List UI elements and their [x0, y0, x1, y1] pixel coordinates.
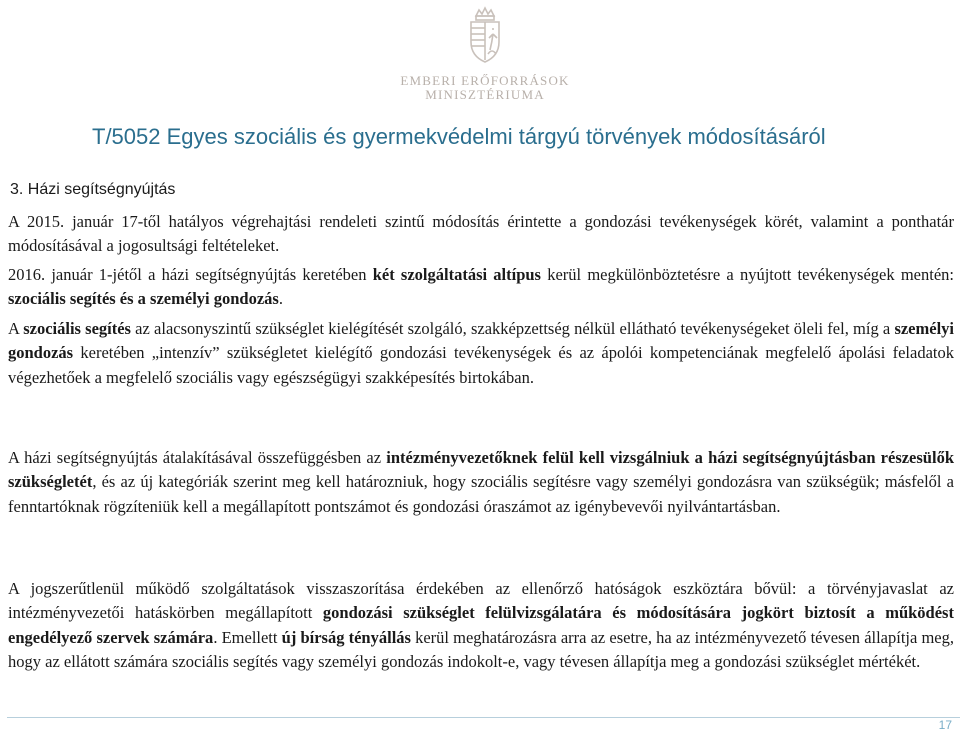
- paragraph-1: [8, 210, 954, 259]
- paragraph-text: , és az új kategóriák szerint meg kell határozniuk, hogy szociális segítésre vagy személyi gondozásra van szükségük; másfelől a fenntartóknak rögzíteniük kell a megállapított pontszámot és gondozási óraszámot az igénybevevői nyilvántartásban.: [8, 472, 954, 516]
- paragraph-text: kerül meghatározásra arra az esetre, ha az intézményvezető tévesen állapítja meg, hogy az ellátott számára szociális segítés vagy személyi gondozás indokolt-e, vagy tévesen állapítja meg a gondozási szükséglet mértékét.: [8, 627, 955, 671]
- bold-text: intézményvezetőknek felül kell vizsgálniuk a házi segítségnyújtásban részesülők szükségletét: [8, 448, 954, 492]
- page-number: 17: [938, 718, 952, 732]
- paragraph-text: 2016. január 1-jétől a házi segítségnyújtás keretében: [8, 265, 373, 284]
- footer-divider: [7, 717, 960, 718]
- bold-text: két szolgáltatási altípus: [372, 265, 541, 284]
- paragraph-text: A 2015. január 17-től hatályos végrehajtási rendeleti szintű módosítás érintette a gondozási tevékenységek körét, valamint a ponthatár módosításával a jogosultsági feltételeket.: [8, 212, 954, 256]
- paragraph-text: keretében „intenzív” szükségletet kielégítő gondozási tevékenységek és az ápolói kompetenciának megfelelő ápolási feladatok végezhetőek a megfelelő szociális vagy egészségügyi szakképesítés birtokában.: [8, 343, 954, 387]
- bold-text: szociális segítés: [23, 319, 131, 338]
- paragraph-text: az alacsonyszintű szükséglet kielégítését szolgáló, szakképzettség nélkül ellátható tevékenységeket öleli fel, míg a: [130, 319, 895, 338]
- bold-text: személyi gondozás: [8, 319, 954, 363]
- paragraph-text: A: [8, 319, 24, 338]
- paragraph-text: A házi segítségnyújtás átalakításával összefüggésben az: [8, 448, 387, 467]
- document-title: T/5052 Egyes szociális és gyermekvédelmi tárgyú törvények módosításáról: [92, 124, 826, 149]
- section-heading: 3. Házi segítségnyújtás: [10, 181, 176, 198]
- paragraph-5: [8, 577, 954, 674]
- paragraph-2: [8, 263, 954, 312]
- paragraph-text: kerül megkülönböztetésre a nyújtott tevékenységek mentén:: [540, 265, 954, 284]
- logo-text-line2: MINISZTÉRIUMA: [425, 87, 545, 102]
- paragraph-4: [8, 446, 954, 519]
- paragraph-text: .: [278, 289, 283, 309]
- paragraph-text: A jogszerűtlenül működő szolgáltatások visszaszorítása érdekében az ellenőrző hatóságok eszköztára bővül: a törvényjavaslat az intézményvezetői hatáskörben megállapított: [8, 579, 954, 623]
- bold-text: gondozási szükséglet felülvizsgálatára és módosítására jogkört biztosít a működést engedélyező szervek számára: [8, 603, 954, 647]
- ministry-logo: [400, 4, 570, 108]
- hungarian-coat-of-arms-icon: [462, 4, 508, 66]
- paragraph-3: [8, 317, 954, 390]
- bold-text: új bírság tényállás: [281, 627, 411, 647]
- bold-text: szociális segítés és a személyi gondozás: [8, 289, 279, 309]
- paragraph-text: . Emellett: [213, 627, 282, 647]
- logo-text-line1: EMBERI ERŐFORRÁSOK: [400, 73, 570, 88]
